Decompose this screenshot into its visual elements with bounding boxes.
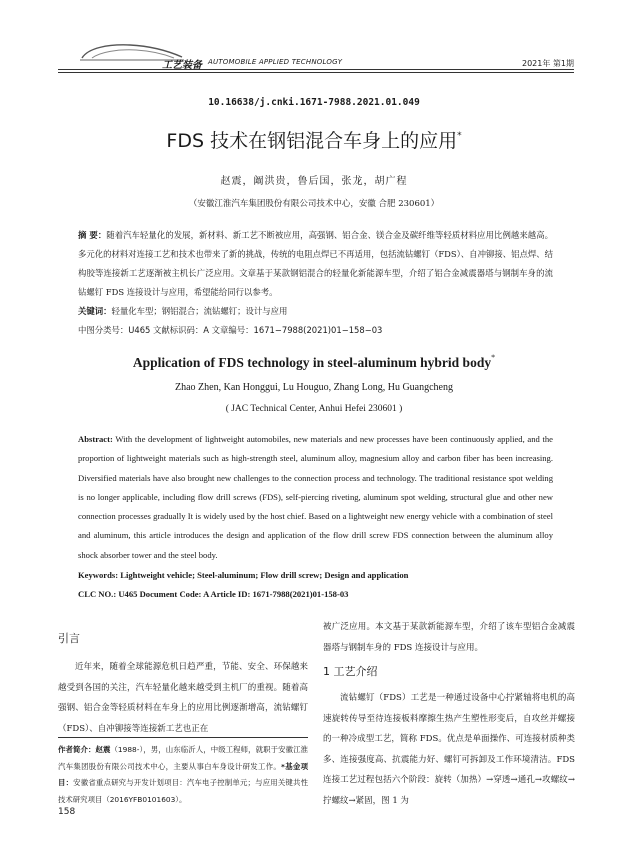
keywords-cn (78, 302, 553, 321)
footnote-rule (58, 737, 308, 738)
journal-name-en: AUTOMOBILE APPLIED TECHNOLOGY (208, 58, 343, 66)
affiliation-cn: （安徽江淮汽车集团股份有限公司技术中心，安徽 合肥 230601） (188, 199, 440, 209)
keywords-cn-label: 关键词： (78, 306, 112, 316)
intro-heading: 引言 (58, 632, 80, 645)
section1-paragraph: 流钻螺钉（FDS）工艺是一种通过设备中心拧紧轴将电机的高速旋转传导至待连接板料摩擦生热产生塑性形变后，自攻丝并螺接的一种冷成型工艺，简称 FDS。优点是单面操作、可连接材质种类多、连接强度高、抗震能力好、螺钉可拆卸及工作环境清洁。FDS 连接工艺过程包括六个阶段：旋转（加热）→穿透→通孔→攻螺纹→拧螺纹→紧固，图 1 为 (323, 693, 575, 806)
header-rule-thin (58, 72, 574, 73)
section1-heading: 1 工艺介绍 (323, 665, 378, 678)
journal-name-cn: 工艺装备 (162, 60, 202, 71)
doi: 10.16638/j.cnki.1671-7988.2021.01.049 (208, 97, 420, 108)
abstract-cn-label: 摘 要： (78, 230, 107, 240)
abstract-en-label: Abstract: (78, 434, 113, 444)
page-number: 158 (58, 807, 76, 817)
keywords-cn-text: 轻量化车型；钢铝混合；流钻螺钉；设计与应用 (111, 306, 288, 316)
title-cn-text: FDS 技术在钢铝混合车身上的应用 (166, 130, 458, 152)
issue-label: 2021年 第1期 (522, 59, 574, 68)
footnote-fund-label: *基金项目： (58, 761, 308, 787)
title-en (0, 353, 628, 371)
title-en-marker: * (491, 353, 496, 362)
footnote-author-label: 作者简介：赵震 (58, 745, 111, 754)
footnote-author-text: （1988-），男，山东临沂人，中级工程师，就职于安徽江淮汽车集团股份有限公司技术中心，主要从事白车身设计研发工作。 (58, 745, 308, 771)
intro-paragraph: 近年来，随着全球能源危机日趋严重，节能、安全、环保越来越受到各国的关注，汽车轻量化越来越受到主机厂的重视。随着高强钢、铝合金等轻质材料在车身上的应用比例逐渐增高，流钻螺钉（FDS）、自冲铆接等连接新工艺也正在 (58, 662, 308, 734)
footnote (58, 742, 308, 808)
title-marker: * (457, 131, 462, 141)
footnote-fund-text: 安徽省重点研究与开发计划项目：汽车电子控制单元；与应用关键共性技术研究项目（2016YFB0101603）。 (58, 778, 308, 804)
authors-cn: 赵震，阚洪贵，鲁后国，张龙，胡广程 (220, 176, 408, 187)
authors-en: Zhao Zhen, Kan Honggui, Lu Houguo, Zhang Long, Hu Guangcheng (175, 382, 453, 393)
continuation-paragraph: 被广泛应用。本文基于某款新能源车型，介绍了该车型铝合金减震器塔与钢制车身的 FDS 连接设计与应用。 (323, 622, 575, 653)
keywords-en: Keywords: Lightweight vehicle; Steel-aluminum; Flow drill screw; Design and application (78, 570, 409, 580)
header-rule (58, 69, 574, 70)
abstract-cn-text: 随着汽车轻量化的发展，新材料、新工艺不断被应用，高强钢、铝合金、镁合金及碳纤维等轻质材料应用比例越来越高。多元化的材料对连接工艺和技术也带来了新的挑战，传统的电阻点焊已不再适用，包括流钻螺钉（FDS）、自冲铆接、铝点焊、结构胶等连接新工艺逐渐被主机长广泛应用。文章基于某款钢铝混合的轻量化新能源车型，介绍了铝合金减震器塔与钢制车身的流钻螺钉 FDS 连接设计与应用，希望能给同行以参考。 (78, 230, 553, 297)
abstract-en (78, 430, 553, 565)
affiliation-en: ( JAC Technical Center, Anhui Hefei 230601 ) (225, 404, 403, 414)
title-en-text: Application of FDS technology in steel-aluminum hybrid body (132, 355, 492, 370)
clc-en: CLC NO.: U465 Document Code: A Article ID: 1671-7988(2021)01-158-03 (78, 589, 349, 599)
abstract-en-text: With the development of lightweight automobiles, new materials and new processes have been continuously applied, and the proportion of lightweight materials such as high-strength steel, aluminum alloy, magnesium alloy and carbon fiber has been increasing. Diversified materials have also brought new challenges to the connection process and technology. The traditional resistance spot welding is no longer applicable, including flow drill screws (FDS), self-piercing riveting, aluminum spot welding, structural glue and other new connection processes gradually It is widely used by the host chief. Based on a lightweight new energy vehicle with a combination of steel and aluminum, this article introduces the design and application of the flow drill screw FDS connection between the aluminum alloy shock absorber tower and the steel body. (78, 434, 553, 560)
abstract-cn (78, 226, 553, 302)
title-cn (0, 126, 628, 153)
journal-header (58, 40, 574, 71)
clc-cn: 中图分类号：U465 文献标识码：A 文章编号：1671−7988(2021)01−158−03 (78, 325, 383, 335)
